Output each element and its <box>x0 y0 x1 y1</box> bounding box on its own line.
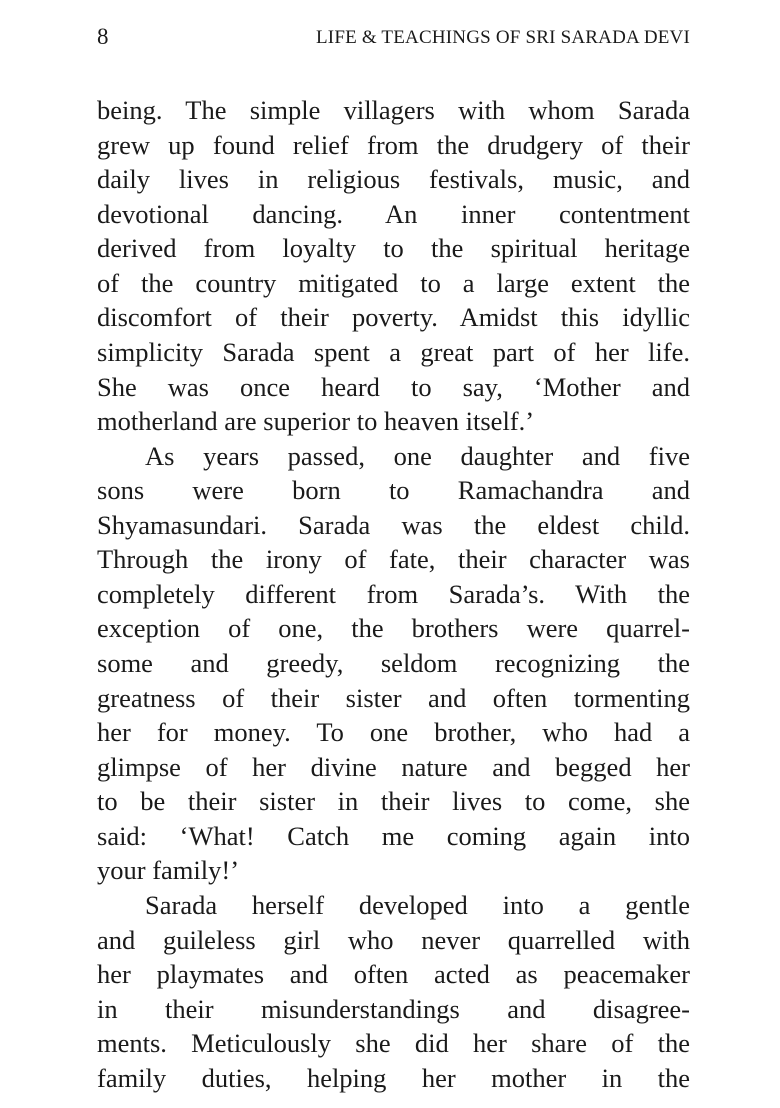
text-line: glimpse of her divine nature and begged her <box>97 751 690 782</box>
text-line: motherland are superior to heaven itself.’ <box>97 406 535 437</box>
text-line: As years passed, one daughter and five <box>145 440 690 471</box>
text-line: ments. Meticulously she did her share of the <box>97 1028 690 1059</box>
text-line: exception of one, the brothers were quarrel- <box>97 613 690 644</box>
paragraph <box>97 888 690 1095</box>
text-line: She was once heard to say, ‘Mother and <box>97 371 690 402</box>
text-line: some and greedy, seldom recognizing the <box>97 648 690 678</box>
text-line: to be their sister in their lives to come, she <box>97 786 690 817</box>
text-line: being. The simple villagers with whom Sarada <box>97 95 690 125</box>
text-line: her playmates and often acted as peacemaker <box>97 959 690 990</box>
text-line: daily lives in religious festivals, music, and <box>97 164 690 195</box>
text-line: simplicity Sarada spent a great part of her life. <box>97 336 690 367</box>
text-line: completely different from Sarada’s. With the <box>97 578 690 609</box>
page-number: 8 <box>97 24 109 49</box>
running-title: LIFE & TEACHINGS OF SRI SARADA DEVI <box>315 27 690 48</box>
text-line: in their misunderstandings and disagree- <box>97 993 690 1024</box>
text-line: Shyamasundari. Sarada was the eldest child. <box>97 509 690 540</box>
text-line: grew up found relief from the drudgery of their <box>97 129 690 160</box>
paragraph <box>97 93 690 439</box>
text-line: of the country mitigated to a large extent the <box>97 267 690 298</box>
text-line: discomfort of their poverty. Amidst this idyllic <box>97 302 690 333</box>
text-line: your family!’ <box>97 855 240 886</box>
text-line: derived from loyalty to the spiritual heritage <box>97 233 690 264</box>
text-line: and guileless girl who never quarrelled with <box>97 924 690 955</box>
paragraph <box>97 439 690 888</box>
text-line: her for money. To one brother, who had a <box>97 717 690 748</box>
text-line: Sarada herself developed into a gentle <box>145 889 690 920</box>
text-line: greatness of their sister and often tormenting <box>97 682 690 713</box>
running-header <box>97 24 690 54</box>
text-line: said: ‘What! Catch me coming again into <box>97 820 690 851</box>
body-text <box>97 93 690 1095</box>
text-line: Through the irony of fate, their character was <box>97 544 690 575</box>
text-line: sons were born to Ramachandra and <box>97 475 690 506</box>
text-line: family duties, helping her mother in the <box>97 1062 690 1093</box>
text-line: devotional dancing. An inner contentment <box>97 198 690 229</box>
